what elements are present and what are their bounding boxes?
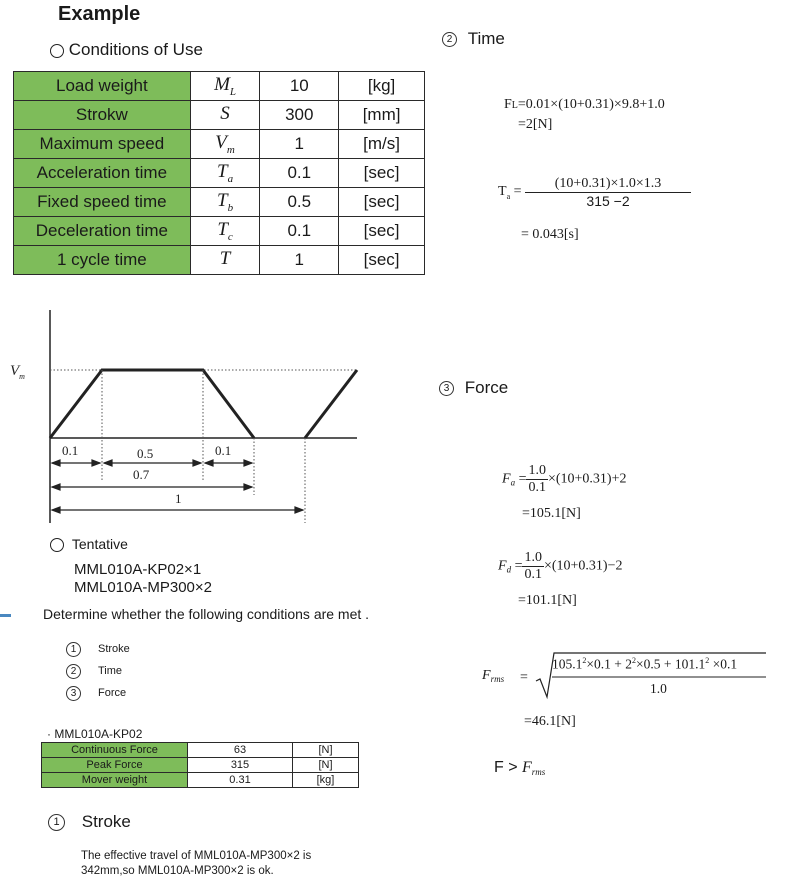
frms-equals: = (520, 670, 528, 685)
condition-row (14, 101, 425, 130)
condition-row (14, 159, 425, 188)
condition-symbol: $T_a$ (190, 159, 260, 188)
condition-unit: [mm] (339, 101, 425, 130)
spec-label: Mover weight (42, 773, 188, 788)
checks-list (66, 638, 130, 704)
tentative-heading (50, 536, 128, 552)
spec-row (42, 743, 359, 758)
condition-unit: [sec] (339, 188, 425, 217)
condition-symbol: $T_c$ (190, 217, 260, 246)
fa-result: =105.1[N] (522, 506, 581, 521)
condition-value: 300 (260, 101, 339, 130)
tentative-items (74, 561, 212, 597)
frms-numerator: $105.1^2\times 0.1 + 2^2\times 0.5 + 101.1^2 \times 0.1$ (552, 656, 738, 672)
fl-equation: FL=0.01×(10+0.31)×9.8+1.0 (504, 97, 665, 112)
condition-symbol: S (190, 101, 260, 130)
condition-label: 1 cycle time (14, 246, 191, 275)
condition-label: Fixed speed time (14, 188, 191, 217)
conclusion: $F > F_{rms}$ (494, 759, 546, 777)
condition-label: Maximum speed (14, 130, 191, 159)
spec-table (41, 742, 359, 788)
dim-move-label: 0.7 (133, 467, 150, 482)
stroke-heading: 1 Stroke (48, 812, 131, 832)
condition-value: 10 (260, 72, 339, 101)
condition-label: Load weight (14, 72, 191, 101)
spec-value: 315 (188, 758, 293, 773)
condition-value: 1 (260, 130, 339, 159)
condition-row (14, 72, 425, 101)
condition-unit: [m/s] (339, 130, 425, 159)
force-heading: 3 Force (439, 378, 508, 398)
check-item: 2 Time (66, 660, 130, 682)
speed-profile-diagram (0, 305, 370, 525)
check-item: 1 Stroke (66, 638, 130, 660)
circle-bullet-icon (50, 44, 64, 58)
dim-decel-label: 0.1 (215, 443, 232, 458)
spec-unit: [N] (293, 758, 359, 773)
conditions-heading-text: Conditions of Use (68, 40, 203, 59)
condition-row (14, 246, 425, 275)
condition-symbol: $T_b$ (190, 188, 260, 217)
stroke-text: The effective travel of MML010A-MP300×2 is 342mm,so MML010A-MP300×2 is ok. (81, 850, 312, 877)
dim-cycle-label: 1 (175, 491, 182, 506)
tentative-item: MML010A-KP02×1 (74, 561, 202, 578)
fd-equation: $F_d$ = $\frac{1.0}{0.1}$ ×(10+0.31)−2 (498, 550, 623, 582)
spec-unit: [N] (293, 743, 359, 758)
condition-row (14, 188, 425, 217)
condition-label: Deceleration time (14, 217, 191, 246)
frms-denominator: 1.0 (650, 681, 667, 696)
dim-accel-label: 0.1 (62, 443, 79, 458)
spec-row (42, 773, 359, 788)
dim-fixed-label: 0.5 (137, 446, 154, 461)
conditions-heading (50, 40, 203, 60)
check-item: 3 Force (66, 682, 130, 704)
time-heading: 2 Time (442, 29, 505, 49)
ta-result: = 0.043[s] (521, 227, 579, 242)
vm-label: $V_m$ (10, 363, 25, 381)
condition-unit: [sec] (339, 159, 425, 188)
condition-label: Strokw (14, 101, 191, 130)
page-title: Example (58, 3, 141, 25)
condition-symbol: $M_L$ (190, 72, 260, 101)
frms-lhs: $F_{rms}$ (482, 668, 505, 684)
conditions-table (13, 71, 425, 275)
spec-label: Peak Force (42, 758, 188, 773)
condition-value: 0.1 (260, 159, 339, 188)
spec-unit: [kg] (293, 773, 359, 788)
condition-unit: [kg] (339, 72, 425, 101)
condition-row (14, 217, 425, 246)
fd-result: =101.1[N] (518, 593, 577, 608)
condition-value: 0.1 (260, 217, 339, 246)
condition-label: Acceleration time (14, 159, 191, 188)
fl-result: =2[N] (518, 117, 553, 132)
spec-heading: · MML010A-KP02 (47, 727, 143, 741)
condition-unit: [sec] (339, 246, 425, 275)
determine-text: Determine whether the following conditions are met . (43, 606, 370, 622)
condition-row (14, 130, 425, 159)
spec-value: 0.31 (188, 773, 293, 788)
frms-result: =46.1[N] (524, 714, 576, 729)
spec-row (42, 758, 359, 773)
ta-equation: $T_a$ = $\frac{(10+0.31)\times 1.0\times 1.3}{315 -2}$ (498, 176, 691, 209)
circle-bullet-icon (50, 538, 64, 552)
speed-trapezoid (50, 370, 254, 438)
spec-label: Continuous Force (42, 743, 188, 758)
condition-symbol: $V_m$ (190, 130, 260, 159)
condition-value: 1 (260, 246, 339, 275)
condition-symbol: T (190, 246, 260, 275)
next-cycle-ramp (305, 370, 357, 438)
tentative-heading-text: Tentative (71, 536, 128, 552)
condition-value: 0.5 (260, 188, 339, 217)
condition-unit: [sec] (339, 217, 425, 246)
spec-value: 63 (188, 743, 293, 758)
tentative-item: MML010A-MP300×2 (74, 579, 212, 596)
fa-equation: $F_a$ = $\frac{1.0}{0.1}$ ×(10+0.31)+2 (502, 463, 627, 495)
accent-bar (0, 614, 11, 617)
